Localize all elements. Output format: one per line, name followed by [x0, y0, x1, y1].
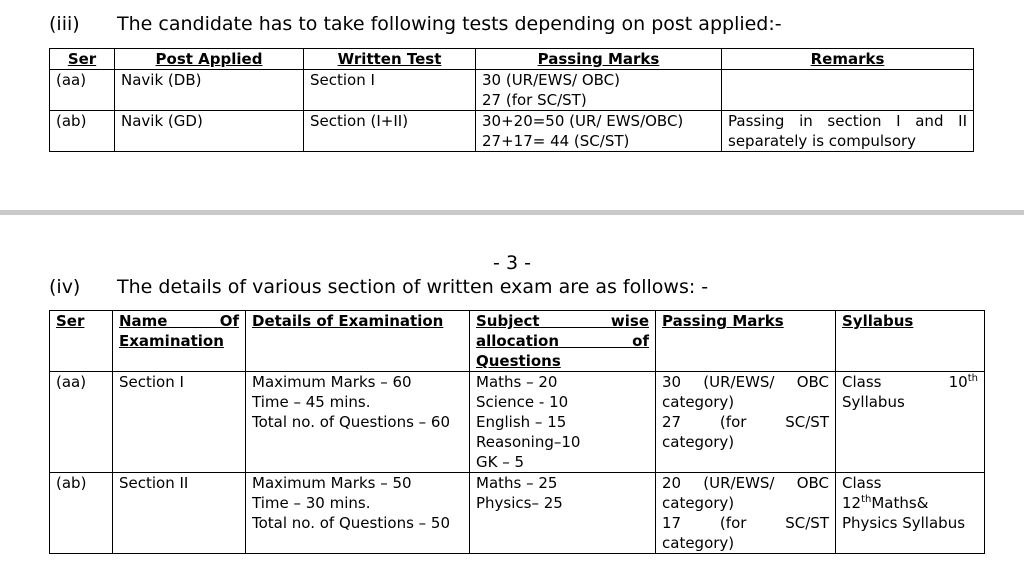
syllabus-superscript: th — [861, 494, 872, 505]
details-line: Total no. of Questions – 50 — [252, 514, 451, 532]
subject-allocation-cell — [470, 372, 656, 473]
syllabus-superscript: th — [967, 373, 978, 384]
header-remarks: Remarks — [722, 49, 974, 70]
details-cell — [246, 473, 470, 554]
subject-line: Maths – 25 — [476, 474, 558, 492]
marks-line: 27+17= 44 (SC/ST) — [482, 132, 630, 150]
passing-line: 20 (UR/EWS/ OBC — [662, 474, 829, 492]
syllabus-line — [842, 493, 978, 513]
ser-cell: (aa) — [50, 372, 113, 473]
passing-marks-cell — [476, 111, 722, 152]
header-line: Name Of — [119, 312, 239, 330]
syllabus-class-text — [842, 372, 978, 392]
ser-cell: (aa) — [50, 70, 115, 111]
syllabus-line — [842, 372, 978, 392]
post-tests-table — [49, 48, 974, 152]
table-header-row — [50, 49, 974, 70]
details-line: Total no. of Questions – 60 — [252, 413, 451, 431]
header-subject-allocation — [470, 311, 656, 372]
section-iii-text: The candidate has to take following tests depending on post applied:- — [117, 13, 782, 35]
written-test-cell: Section (I+II) — [304, 111, 476, 152]
table-row — [50, 473, 985, 554]
post-cell: Navik (DB) — [115, 70, 304, 111]
passing-line: 17 (for SC/ST — [662, 514, 829, 532]
table-row — [50, 111, 974, 152]
passing-line: 30 (UR/EWS/ OBC — [662, 373, 829, 391]
remarks-line: Passing in section I and II — [728, 112, 967, 130]
remarks-cell — [722, 70, 974, 111]
syllabus-line: Physics Syllabus — [842, 514, 966, 532]
header-ser: Ser — [50, 311, 113, 372]
details-line: Maximum Marks – 50 — [252, 474, 412, 492]
passing-line: category) — [662, 433, 735, 451]
header-line: allocation of — [476, 332, 649, 350]
section-iv-text: The details of various section of written exam are as follows: - — [117, 276, 709, 298]
header-name-of-examination — [113, 311, 246, 372]
ser-cell: (ab) — [50, 111, 115, 152]
passing-marks-cell — [476, 70, 722, 111]
remarks-line: separately is compulsory — [728, 132, 917, 150]
subject-line: Reasoning–10 — [476, 433, 581, 451]
header-syllabus: Syllabus — [836, 311, 985, 372]
exam-name-cell: Section I — [113, 372, 246, 473]
syllabus-cell — [836, 372, 985, 473]
syllabus-cell — [836, 473, 985, 554]
passing-line: category) — [662, 393, 735, 411]
syllabus-subject: Maths& — [871, 494, 929, 512]
page-number: - 3 - — [493, 252, 531, 274]
table-row — [50, 70, 974, 111]
details-cell — [246, 372, 470, 473]
written-test-cell: Section I — [304, 70, 476, 111]
header-ser: Ser — [50, 49, 115, 70]
header-passing-marks: Passing Marks — [656, 311, 836, 372]
passing-marks-cell — [656, 372, 836, 473]
header-line: Questions — [476, 352, 561, 370]
ser-cell: (ab) — [50, 473, 113, 554]
table-header-row — [50, 311, 985, 372]
header-passing-marks: Passing Marks — [476, 49, 722, 70]
passing-line: category) — [662, 534, 735, 552]
subject-line: GK – 5 — [476, 453, 525, 471]
section-iii-number: (iii) — [49, 13, 80, 35]
details-line: Maximum Marks – 60 — [252, 373, 412, 391]
subject-line: Physics– 25 — [476, 494, 563, 512]
marks-line: 27 (for SC/ST) — [482, 91, 587, 109]
remarks-cell — [722, 111, 974, 152]
table-row — [50, 372, 985, 473]
syllabus-line: Class — [842, 474, 882, 492]
passing-marks-cell — [656, 473, 836, 554]
subject-line: Maths – 20 — [476, 373, 558, 391]
subject-allocation-cell — [470, 473, 656, 554]
passing-line: 27 (for SC/ST — [662, 413, 829, 431]
exam-name-cell: Section II — [113, 473, 246, 554]
syllabus-class-label: Class 10 — [842, 373, 968, 391]
details-line: Time – 30 mins. — [252, 494, 371, 512]
header-post-applied: Post Applied — [115, 49, 304, 70]
header-line: Examination — [119, 332, 224, 350]
page-divider — [0, 210, 1024, 215]
marks-line: 30 (UR/EWS/ OBC) — [482, 71, 620, 89]
syllabus-line: Syllabus — [842, 393, 905, 411]
post-cell: Navik (GD) — [115, 111, 304, 152]
details-line: Time – 45 mins. — [252, 393, 371, 411]
subject-line: English – 15 — [476, 413, 567, 431]
header-details-of-examination: Details of Examination — [246, 311, 470, 372]
marks-line: 30+20=50 (UR/ EWS/OBC) — [482, 112, 684, 130]
syllabus-grade: 12 — [842, 494, 862, 512]
header-written-test: Written Test — [304, 49, 476, 70]
exam-details-table — [49, 310, 985, 554]
subject-line: Science - 10 — [476, 393, 569, 411]
section-iv-number: (iv) — [49, 276, 81, 298]
passing-line: category) — [662, 494, 735, 512]
header-line: Subject wise — [476, 312, 649, 330]
